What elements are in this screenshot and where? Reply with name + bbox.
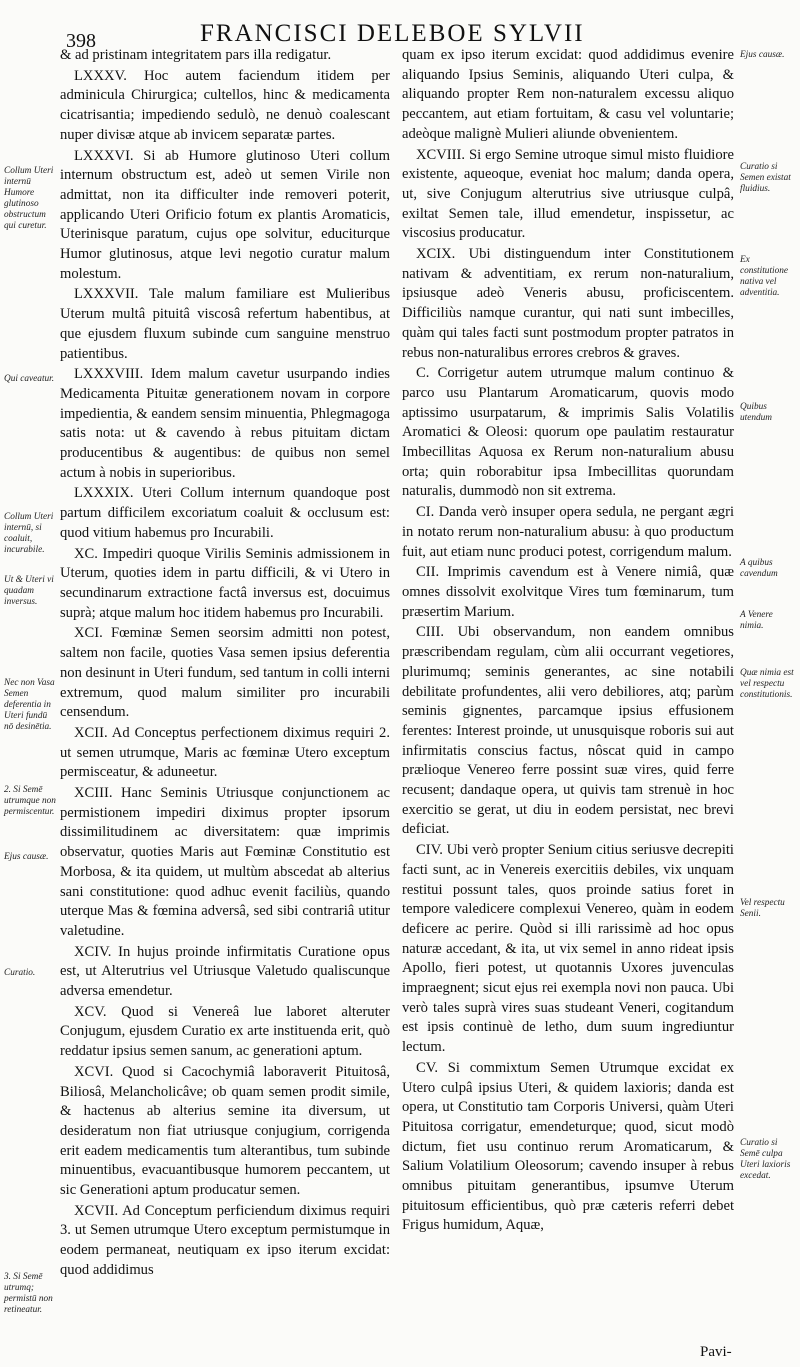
- margin-note-left-6: 2. Si Semē utrumque non permiscentur.: [4, 785, 56, 817]
- margin-note-left-9: 3. Si Semē utrumq; permistū non retineatur.: [4, 1272, 53, 1315]
- margin-note-right-4: Quibus utendum: [740, 402, 773, 423]
- left-paragraph: XC. Impediri quoque Virilis Seminis admissionem in Uterum, quoties idem in partu difficili, & vi Utero in secundinarum extractione factâ inversus est, docuimus suprà; atque malum hoc itidem habemus pro Incurabili.: [60, 545, 390, 621]
- margin-note-left-3: Collum Uteri internū, si coaluit, incurabile.: [4, 512, 54, 555]
- margin-note-right-6: A Venere nimia.: [740, 610, 773, 631]
- right-paragraph: quam ex ipso iterum excidat: quod addidimus evenire aliquando Ipsius Seminis, aliquando Uteri culpa, & aliquando propter Rem non-naturalem excessu aliquo peccantem, aut etiam fortuitam, & casu vel voluntarie; adeòque malignè Mulieri aliunde obvenientem.: [402, 47, 734, 142]
- margin-note-right-5: A quibus cavendum: [740, 558, 778, 579]
- margin-note-right-2: Curatio si Semen existat fluidius.: [740, 162, 791, 194]
- margin-note-right-8: Vel respectu Senii.: [740, 898, 785, 919]
- right-paragraph: CIV. Ubi verò propter Senium citius seriusve decrepiti facti sunt, ac in Venereis exercitiis debiles, vix unquam restitui possunt tales, quos proinde satius foret in tempore valedicere complexui Venereo, quàm in eodem deficere ac perire. Quòd si illi rarissimè ad hoc opus naturæ accedant, & ita, ut vix semel in anno rideat ipsis Apollo, fieri potest, ut quotannis Uxores juvenculas impraegnent; sicut ejus rei exempla novi non pauca. Ubi verò tales suprà vires suas studeant Veneri, cogitandum est ipsis continuè de letho, dum suum ingrediuntur lectum.: [402, 842, 734, 1056]
- right-paragraph: CIII. Ubi observandum, non eandem omnibus præscribendam regulam, cùm alii occurrant vegetiores, plurimumq; seminis generantes, ac sine notabili debilitate profundentes, alii vero debiliores, atq; parùm seminis gignentes, parcamque ipsius effusionem ferentes: Interest proinde, ut unusquisque roboris sui aut infirmitatis conscius factus, nôscat quid in campo prælioque Venereo ferre possint suæ vires, quid ferre recusent; dandaque opera, ut quivis tam strenuè in hoc exercitio se gerat, ut diu in eodem persistat, nec brevi deficiat.: [402, 624, 734, 838]
- left-paragraph: XCV. Quod si Venereâ lue laboret alteruter Conjugum, ejusdem Curatio ex arte instituenda erit, quò reddatur ipsius semen sanum, ac generationi aptum.: [60, 1003, 390, 1060]
- margin-note-right-7: Quæ nimia est vel respectu constitutionis.: [740, 668, 794, 700]
- right-paragraph: CV. Si commixtum Semen Utrumque excidat ex Utero culpâ ipsius Uteri, & quidem laxioris; danda est opera, ut Constitutio tam Corporis Universi, quàm Uteri Pituitosa corrigatur, emendeturque; quod, sicut modò dictum, fiet usu continuo rerum Aromaticarum, & Salium Volatilium Oleosorum; cavendo insuper à rebus omnibus pituitam generantibus, ipsumve Uterum pituitosum efficientibus, quò præ cæteris referri debet Frigus humidum, Aquæ,: [402, 1059, 734, 1234]
- left-paragraph: LXXXVIII. Idem malum cavetur usurpando indies Medicamenta Pituitæ generationem novam in corpore impedientia, & eandem sensim minuentia, Phlegmagoga satis nota: ut & cavendo à rebus pituitam dictam producentibus & augentibus: de quibus non semel actum à nobis in superioribus.: [60, 366, 390, 481]
- left-paragraph: LXXXVI. Si ab Humore glutinoso Uteri collum internum obstructum est, adeò ut semen Virile non admittat, non ita difficulter inde removeri poterit, applicando Uteri Orificio fotum ex plantis Aromaticis, Uterinisque paratum, cujus ope solvitur, educiturque Humor glutinosus, atque levi negotio curatur malum molestum.: [60, 147, 390, 282]
- margin-note-left-5: Nec non Vasa Semen deferentia in Uteri fundū nō desinētia.: [4, 678, 55, 732]
- running-title: FRANCISCI DELEBOE SYLVII: [200, 20, 585, 47]
- right-paragraph: XCIX. Ubi distinguendum inter Constitutionem nativam & adventitiam, ex rerum non-naturalium, ipsiusque adeò Veneris abusu, proficiscentem. Difficiliùs namque curantur, qui nati sunt imbecilles, quàm qui tales facti sunt postmodum propter patratos in rebus non-naturalibus errores crebros & graves.: [402, 246, 734, 361]
- right-paragraph: C. Corrigetur autem utrumque malum continuo & parco usu Plantarum Aromaticarum, quovis modo aptissimo usurpatarum, & imprimis Salis Volatilis Aromatici & Oleosi: quorum ope paulatim restauratur Imbecillitas Aquosa ex Rerum non-naturalium abusu orta; quin roborabitur ipsa Imbecillitas quorundam naturalis, dummodò non sit extrema.: [402, 365, 734, 500]
- right-paragraph: CI. Danda verò insuper opera sedula, ne pergant ægri in notato rerum non-naturalium abusu: à quo productum fuit, aut etiam nunc produci potest, corrigendum malum.: [402, 504, 734, 560]
- left-paragraph: LXXXVII. Tale malum familiare est Mulieribus Uterum multâ pituitâ viscosâ refertum habentibus, at que ejusdem fluxum subinde cum sanguine menstruo patientibus.: [60, 286, 390, 362]
- left-paragraph: XCVI. Quod si Cacochymiâ laboraverit Pituitosâ, Biliosâ, Melancholicâve; ob quam semen prodit simile, & hactenus ab alterius semine ita diversum, ut desideratum non fiat utriusque conjugium, corrigenda erit eadem medicamentis tum alterantibus, tum subinde minuentibus, evacuantibusque humorem peccantem, ut sic Generationi aptum producatur semen.: [60, 1063, 390, 1199]
- right-paragraph: CII. Imprimis cavendum est à Venere nimiâ, quæ omnes dissolvit exolvitque Vires tum fœminarum, tum præsertim Marium.: [402, 564, 734, 620]
- margin-note-right-1: Ejus causæ.: [740, 50, 785, 60]
- catchword: Pavi-: [700, 1344, 732, 1360]
- left-paragraph: XCIV. In hujus proinde infirmitatis Curatione opus est, ut Alterutrius vel Utriusque Valetudo qualiscunque adversa emendetur.: [60, 943, 390, 1000]
- left-paragraph: XCI. Fœminæ Semen seorsim admitti non potest, saltem non facile, quoties Vasa semen ipsius deferentia non desinunt in Uteri fundum, sed tantum in colli interni extremum, quod malum similiter pro incurabili censendum.: [60, 625, 390, 721]
- right-text-column: [402, 46, 734, 1366]
- left-paragraph: XCVII. Ad Conceptum perficiendum diximus requiri 3. ut Semen utrumque Utero exceptum permistumque in eodem permaneat, neutiquam ex ipso iterum excidat: quod addidimus: [60, 1202, 390, 1278]
- left-paragraph: & ad pristinam integritatem pars illa redigatur.: [60, 47, 332, 63]
- margin-note-left-2: Qui caveatur.: [4, 374, 55, 384]
- left-paragraph: LXXXIX. Uteri Collum internum quandoque post partum difficilem excoriatum coaluit & occlusum est: quod vitium habemus pro Incurabili.: [60, 485, 390, 541]
- left-text-column: [60, 46, 390, 1366]
- margin-note-right-3: Ex constitutione nativa vel adventitia.: [740, 255, 789, 298]
- right-paragraph: XCVIII. Si ergo Semine utroque simul misto fluidiore existente, aqueoque, eveniat hoc malum; danda opera, ut, sive Conjugum alterutrius sive utriusque culpâ, exiltat Semen tale, illud emendetur, inspissetur, ac viscosius producatur.: [402, 146, 734, 242]
- margin-note-right-9: Curatio si Semē culpa Uteri laxioris excedat.: [740, 1138, 791, 1181]
- left-paragraph: XCII. Ad Conceptus perfectionem diximus requiri 2. ut semen utrumque, Maris ac fœminæ Utero exceptum permisceatur, & aduneetur.: [60, 724, 390, 781]
- margin-note-left-7: Ejus causæ.: [4, 852, 49, 862]
- margin-note-left-1: Collum Uteri internū Humore glutinoso obstructum qui curetur.: [4, 166, 54, 231]
- page-number: 398: [66, 30, 96, 52]
- left-paragraph: XCIII. Hanc Seminis Utriusque conjunctionem ac permistionem impediri diximus propter ipsorum dissimilitudinem ac diversitatem: quæ imprimis observatur, quoties Maris aut Fœminæ Constitutio est Morbosa, & ita quidem, ut multùm abscedat ab alterius sani constitutione: quod adhuc evenit faciliùs, quando uterque Mas & fœmina adversâ, sed sibi contrariâ utitur valetudine.: [60, 785, 390, 939]
- margin-note-left-4: Ut & Uteri vi quadam inversus.: [4, 575, 54, 607]
- left-paragraph: LXXXV. Hoc autem faciendum itidem per adminicula Chirurgica; cultellos, hinc & medicamenta cicatrisantia; impediendo sedulò, ne denuò coalescant nuper divisæ atque ab invicem separatæ partes.: [60, 67, 390, 143]
- margin-note-left-8: Curatio.: [4, 968, 36, 978]
